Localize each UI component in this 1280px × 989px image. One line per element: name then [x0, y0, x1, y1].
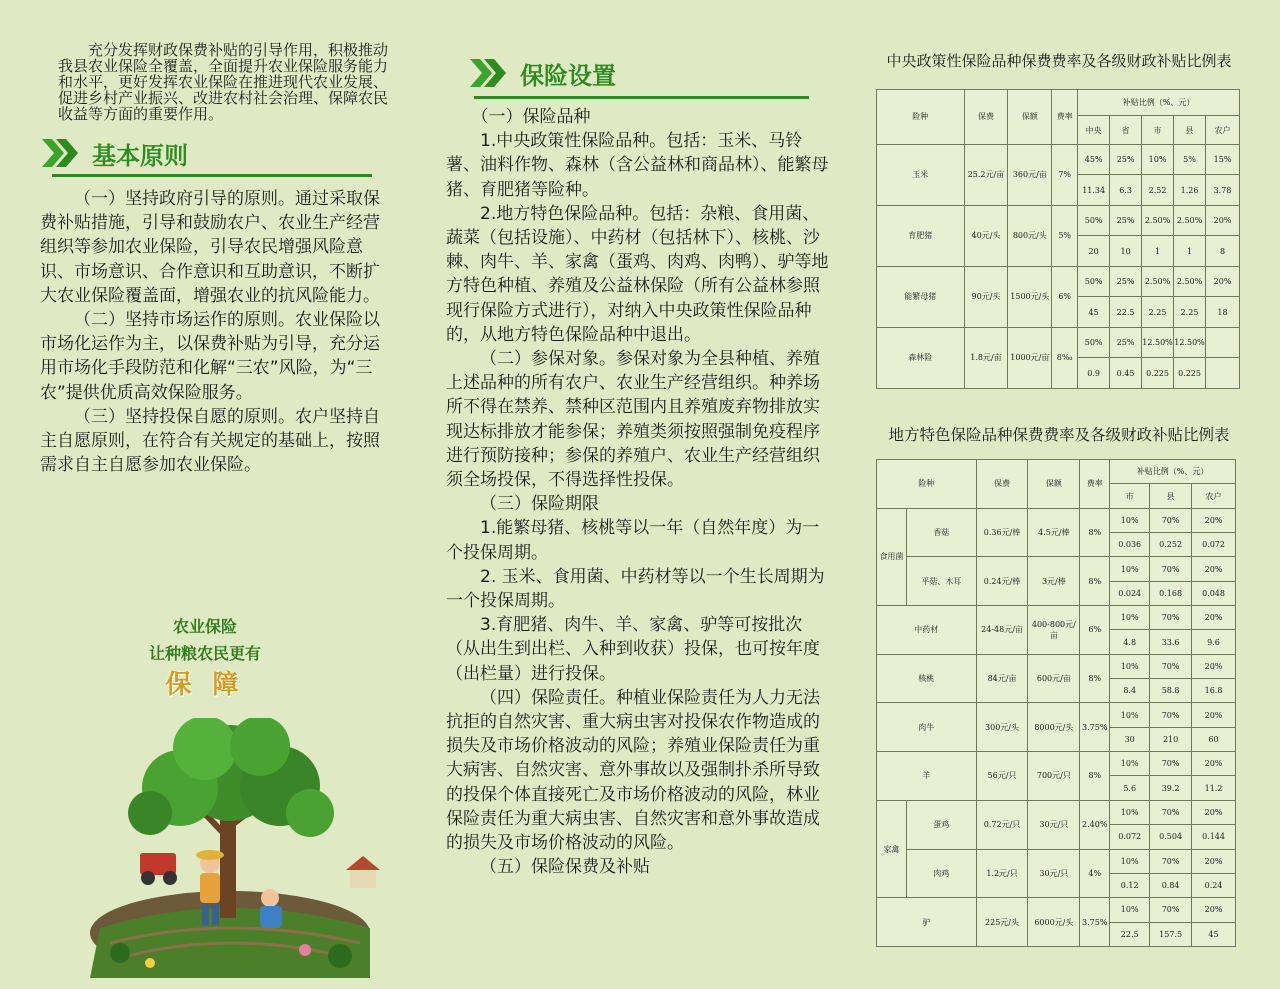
cell-premium: 25.2元/亩: [964, 144, 1008, 205]
cell-subsidy-yuan: 0.24: [1192, 873, 1236, 897]
local-table-title: 地方特色保险品种保费费率及各级财政补贴比例表: [888, 426, 1230, 444]
cell-subsidy-yuan: 11.34: [1078, 175, 1110, 206]
cell-rate: 6%: [1080, 606, 1110, 655]
cell-subsidy-pct: 20%: [1192, 800, 1236, 824]
cell-subsidy-yuan: 8: [1206, 236, 1240, 267]
table-row: [877, 205, 1240, 236]
cell-subsidy-pct: 10%: [1110, 703, 1150, 727]
principle-paragraph: （三）坚持投保自愿的原则。农户坚持自主自愿原则，在符合有关规定的基础上，按照需求自主自愿参加农业保险。: [40, 406, 380, 476]
cell-subsidy-yuan: 0.024: [1110, 581, 1150, 605]
cell-subsidy-pct: 70%: [1150, 849, 1192, 873]
section-insurance-setup: [468, 56, 838, 99]
cell-premium: 40元/头: [964, 205, 1008, 266]
cell-subsidy-pct: 70%: [1150, 898, 1192, 922]
header-level: 农户: [1192, 484, 1236, 508]
cell-subsidy-yuan: 4.8: [1110, 630, 1150, 654]
setup-paragraph: 1.能繁母猪、核桃等以一年（自然年度）为一个投保周期。: [446, 518, 820, 563]
header-level: 市: [1110, 484, 1150, 508]
left-column: [40, 0, 395, 700]
cell-subsidy-yuan: 1.26: [1174, 175, 1206, 206]
cell-subsidy-pct: 20%: [1192, 898, 1236, 922]
slogan: [110, 613, 300, 703]
cell-subsidy-yuan: [1206, 358, 1240, 389]
cell-subsidy-pct: 10%: [1110, 606, 1150, 630]
cell-kind: 平菇、木耳: [906, 557, 976, 606]
cell-subsidy-yuan: 3.78: [1206, 175, 1240, 206]
cell-kind: 核桃: [877, 654, 977, 703]
cell-kind: 森林险: [877, 327, 965, 388]
cell-subsidy-yuan: 30: [1110, 727, 1150, 751]
cell-subsidy-yuan: 60: [1192, 727, 1236, 751]
cell-subsidy-pct: 20%: [1192, 849, 1236, 873]
cell-subsidy-pct: 15%: [1206, 144, 1240, 175]
setup-paragraph: 1.中央政策性保险品种。包括：玉米、马铃薯、油料作物、森林（含公益林和商品林）、能繁母猪、育肥猪等险种。: [446, 131, 829, 200]
cell-amount: 8000元/头: [1028, 703, 1080, 752]
cell-subsidy-yuan: 0.225: [1174, 358, 1206, 389]
setup-paragraph: （三）保险期限: [480, 494, 599, 515]
header-premium: 保费: [976, 460, 1028, 509]
cell-subsidy-yuan: 45: [1078, 297, 1110, 328]
header-kind: 险种: [877, 90, 965, 145]
cell-premium: 1.8元/亩: [964, 327, 1008, 388]
cell-kind: 肉牛: [877, 703, 977, 752]
cell-premium: 84元/亩: [976, 654, 1028, 703]
cell-subsidy-yuan: 0.072: [1110, 825, 1150, 849]
cell-subsidy-yuan: 6.3: [1110, 175, 1142, 206]
header-level: 省: [1110, 116, 1142, 144]
cell-rate: 8%: [1080, 557, 1110, 606]
setup-paragraph: （四）保险责任。种植业保险责任为人力无法抗拒的自然灾害、重大病虫害对投保农作物造成的损失及市场价格波动的风险；养殖业保险责任为重大病害、自然灾害、意外事故以及强制扑杀所导致的投保个体直接死亡及市场价格波动的风险，林业保险责任为重大病虫害、自然灾害和意外事故造成的损失及市场价格波动的风险。: [446, 687, 820, 854]
cell-rate: 3.75%: [1080, 898, 1110, 947]
cell-subsidy-pct: 20%: [1192, 654, 1236, 678]
cell-subsidy-yuan: 45: [1192, 922, 1236, 946]
cell-amount: 700元/只: [1028, 752, 1080, 801]
table-row: [877, 849, 1236, 873]
cell-subsidy-pct: 10%: [1110, 898, 1150, 922]
cell-subsidy-yuan: 1: [1142, 236, 1174, 267]
cell-subsidy-yuan: 157.5: [1150, 922, 1192, 946]
central-rate-table: [876, 89, 1240, 389]
header-level: 农户: [1206, 116, 1240, 144]
cell-subsidy-pct: 50%: [1078, 205, 1110, 236]
cell-amount: 1000元/亩: [1008, 327, 1052, 388]
cell-rate: 8%: [1080, 654, 1110, 703]
cell-subsidy-yuan: 0.048: [1192, 581, 1236, 605]
cell-kind: 蛋鸡: [906, 800, 976, 849]
table-row: [877, 606, 1236, 630]
cell-kind: 能繁母猪: [877, 266, 965, 327]
setup-paragraph: 3.育肥猪、肉牛、羊、家禽、驴等可按批次（从出生到出栏、入种到收获）投保，也可按年度（出栏量）进行投保。: [446, 615, 820, 684]
section-rule: [474, 96, 809, 99]
cell-subsidy-yuan: 5.6: [1110, 776, 1150, 800]
cell-subsidy-yuan: 0.168: [1150, 581, 1192, 605]
cell-subsidy-yuan: 2.52: [1142, 175, 1174, 206]
header-rate: 费率: [1052, 90, 1078, 145]
cell-premium: 0.72元/只: [976, 800, 1028, 849]
cell-amount: 30元/只: [1028, 849, 1080, 898]
cell-subsidy-pct: 10%: [1110, 557, 1150, 581]
header-amount: 保额: [1008, 90, 1052, 145]
cell-subsidy-pct: 25%: [1110, 205, 1142, 236]
double-chevron-icon: [468, 57, 510, 89]
cell-amount: 600元/亩: [1028, 654, 1080, 703]
cell-subsidy-pct: 20%: [1192, 703, 1236, 727]
cell-subsidy-pct: 70%: [1150, 800, 1192, 824]
cell-subsidy-yuan: 2.25: [1174, 297, 1206, 328]
cell-subsidy-pct: 10%: [1110, 654, 1150, 678]
cell-subsidy-pct: 70%: [1150, 654, 1192, 678]
cell-subsidy-pct: 70%: [1150, 703, 1192, 727]
header-subsidy: 补贴比例（%、元）: [1110, 460, 1236, 484]
cell-subsidy-pct: 45%: [1078, 144, 1110, 175]
cell-kind: 玉米: [877, 144, 965, 205]
cell-subsidy-yuan: 1: [1174, 236, 1206, 267]
cell-rate: 8%: [1080, 752, 1110, 801]
header-level: 县: [1150, 484, 1192, 508]
cell-subsidy-pct: 25%: [1110, 144, 1142, 175]
cell-amount: 3元/棒: [1028, 557, 1080, 606]
table-row: [877, 144, 1240, 175]
cell-subsidy-yuan: 0.9: [1078, 358, 1110, 389]
cell-subsidy-pct: 10%: [1142, 144, 1174, 175]
local-rate-table: [876, 459, 1236, 947]
section-header: [468, 56, 838, 90]
table-row: [877, 800, 1236, 824]
header-amount: 保额: [1028, 460, 1080, 509]
cell-subsidy-pct: 20%: [1206, 205, 1240, 236]
cell-amount: 800元/头: [1008, 205, 1052, 266]
cell-kind: 肉鸡: [906, 849, 976, 898]
setup-paragraph: 2. 玉米、食用菌、中药材等以一个生长周期为一个投保周期。: [446, 566, 825, 612]
double-chevron-icon: [40, 137, 82, 169]
principles-body: [40, 187, 385, 477]
cell-subsidy-yuan: 2.25: [1142, 297, 1174, 328]
cell-subsidy-pct: 12.50%: [1142, 327, 1174, 358]
cell-rate: 4%: [1080, 849, 1110, 898]
cell-subsidy-yuan: 22.5: [1110, 297, 1142, 328]
cell-subsidy-pct: 50%: [1078, 327, 1110, 358]
cell-subsidy-pct: 5%: [1174, 144, 1206, 175]
tree-farmers-illustration: [80, 718, 380, 978]
cell-subsidy-yuan: 10: [1110, 236, 1142, 267]
cell-subsidy-pct: 25%: [1110, 266, 1142, 297]
cell-subsidy-yuan: 0.252: [1150, 533, 1192, 557]
cell-subsidy-yuan: 9.6: [1192, 630, 1236, 654]
table-row: [877, 703, 1236, 727]
cell-kind: 育肥猪: [877, 205, 965, 266]
cell-premium: 1.2元/只: [976, 849, 1028, 898]
cell-subsidy-pct: 25%: [1110, 327, 1142, 358]
cell-subsidy-pct: 20%: [1192, 606, 1236, 630]
cell-subsidy-pct: 20%: [1206, 266, 1240, 297]
header-level: 中央: [1078, 116, 1110, 144]
intro-paragraph: 充分发挥财政保费补贴的引导作用，积极推动我县农业保险全覆盖，全面提升农业保险服务能力和水平，更好发挥农业保险在推进现代农业发展、促进乡村产业振兴、改进农村社会治理、保障农民收益等方面的重要作用。: [58, 41, 389, 123]
cell-rate: 2.40%: [1080, 800, 1110, 849]
cell-subsidy-pct: 70%: [1150, 557, 1192, 581]
cell-subsidy-yuan: 0.072: [1192, 533, 1236, 557]
cell-subsidy-yuan: 39.2: [1150, 776, 1192, 800]
header-rate: 费率: [1080, 460, 1110, 509]
cell-subsidy-yuan: 0.45: [1110, 358, 1142, 389]
cell-subsidy-yuan: 0.12: [1110, 873, 1150, 897]
cell-amount: 360元/亩: [1008, 144, 1052, 205]
cell-subsidy-pct: 12.50%: [1174, 327, 1206, 358]
cell-subsidy-pct: 20%: [1192, 508, 1236, 532]
middle-column: [446, 0, 838, 880]
cell-subsidy-pct: 10%: [1110, 800, 1150, 824]
cell-amount: 1500元/头: [1008, 266, 1052, 327]
cell-subsidy-yuan: 0.84: [1150, 873, 1192, 897]
cell-rate: 6%: [1052, 266, 1078, 327]
table-row: [877, 654, 1236, 678]
cell-subsidy-yuan: 210: [1150, 727, 1192, 751]
right-column: [870, 0, 1250, 947]
cell-amount: 400-800元/亩: [1028, 606, 1080, 655]
cell-subsidy-yuan: 16.8: [1192, 679, 1236, 703]
central-table-title: 中央政策性保险品种保费费率及各级财政补贴比例表: [886, 52, 1232, 70]
section-basic-principles: [40, 136, 395, 177]
cell-rate: 5%: [1052, 205, 1078, 266]
principle-paragraph: （一）坚持政府引导的原则。通过采取保费补贴措施，引导和鼓励农户、农业生产经营组织等参加农业保险，引导农民增强风险意识、市场意识、合作意识和互助意识，不断扩大农业保险覆盖面，增强农业的抗风险能力。: [40, 189, 380, 306]
principle-paragraph: （二）坚持市场运作的原则。农业保险以市场化运作为主，以保费补贴为引导，充分运用市场化手段防范和化解“三农”风险，为“三农”提供优质高效保险服务。: [40, 310, 380, 403]
section-header: [40, 136, 395, 170]
header-kind: 险种: [877, 460, 977, 509]
cell-subsidy-pct: [1206, 327, 1240, 358]
cell-subsidy-yuan: 0.036: [1110, 533, 1150, 557]
cell-subsidy-pct: 2.50%: [1174, 266, 1206, 297]
table-row: [877, 898, 1236, 922]
cell-subsidy-yuan: 0.144: [1192, 825, 1236, 849]
table-row: [877, 266, 1240, 297]
cell-subsidy-yuan: 11.2: [1192, 776, 1236, 800]
cell-subsidy-yuan: 8.4: [1110, 679, 1150, 703]
cell-premium: 225元/头: [976, 898, 1028, 947]
cell-premium: 0.24元/棒: [976, 557, 1028, 606]
setup-paragraph: （一）保险品种: [471, 107, 591, 127]
cell-rate: 7%: [1052, 144, 1078, 205]
header-level: 县: [1174, 116, 1206, 144]
slogan-line: 农业保险: [172, 617, 237, 636]
cell-group: 食用菌: [877, 508, 907, 605]
table-row: [877, 752, 1236, 776]
header-subsidy: 补贴比例（%、元）: [1078, 90, 1240, 116]
insurance-setup-body: [446, 105, 836, 880]
cell-subsidy-pct: 10%: [1110, 752, 1150, 776]
cell-subsidy-pct: 50%: [1078, 266, 1110, 297]
setup-paragraph: （五）保险保费及补贴: [480, 857, 650, 878]
cell-subsidy-pct: 2.50%: [1142, 205, 1174, 236]
cell-subsidy-pct: 10%: [1110, 508, 1150, 532]
cell-group: 家禽: [877, 800, 907, 897]
slogan-line: 让种粮农民更有: [148, 644, 261, 663]
cell-subsidy-yuan: 0.225: [1142, 358, 1174, 389]
slogan-highlight: 保 障: [165, 670, 245, 700]
cell-rate: 8%: [1080, 508, 1110, 557]
cell-subsidy-pct: 20%: [1192, 752, 1236, 776]
cell-amount: 30元/只: [1028, 800, 1080, 849]
cell-subsidy-pct: 20%: [1192, 557, 1236, 581]
cell-premium: 90元/头: [964, 266, 1008, 327]
cell-subsidy-yuan: 20: [1078, 236, 1110, 267]
cell-subsidy-pct: 70%: [1150, 752, 1192, 776]
section-title: 基本原则: [92, 141, 188, 170]
cell-amount: 6000元/头: [1028, 898, 1080, 947]
cell-subsidy-pct: 10%: [1110, 849, 1150, 873]
cell-subsidy-yuan: 58.8: [1150, 679, 1192, 703]
header-premium: 保费: [964, 90, 1008, 145]
cell-subsidy-yuan: 33.6: [1150, 630, 1192, 654]
cell-subsidy-pct: 70%: [1150, 508, 1192, 532]
cell-rate: 8‰: [1052, 327, 1078, 388]
cell-kind: 羊: [877, 752, 977, 801]
cell-premium: 24-48元/亩: [976, 606, 1028, 655]
cell-subsidy-pct: 2.50%: [1142, 266, 1174, 297]
setup-paragraph: （二）参保对象。参保对象为全县种植、养殖上述品种的所有农户、农业生产经营组织。种养场所不得在禁养、禁种区范围内且养殖废弃物排放实现达标排放才能参保；养殖类须按照强制免疫程序进行预防接种；参保的养殖户、农业生产经营组织须全场投保，不得选择性投保。: [446, 349, 820, 491]
cell-amount: 4.5元/棒: [1028, 508, 1080, 557]
cell-subsidy-pct: 2.50%: [1174, 205, 1206, 236]
header-level: 市: [1142, 116, 1174, 144]
cell-kind: 香菇: [906, 508, 976, 557]
cell-premium: 0.36元/棒: [976, 508, 1028, 557]
cell-subsidy-pct: 70%: [1150, 606, 1192, 630]
table-row: [877, 557, 1236, 581]
table-row: [877, 508, 1236, 532]
cell-subsidy-yuan: 0.504: [1150, 825, 1192, 849]
section-title: 保险设置: [520, 61, 616, 90]
cell-rate: 3.75%: [1080, 703, 1110, 752]
section-rule: [52, 174, 372, 177]
cell-premium: 300元/头: [976, 703, 1028, 752]
cell-premium: 56元/只: [976, 752, 1028, 801]
setup-paragraph: 2.地方特色保险品种。包括：杂粮、食用菌、蔬菜（包括设施）、中药材（包括林下）、核桃、沙棘、肉牛、羊、家禽（蛋鸡、肉鸡、肉鸭）、驴等地方特色种植、养殖及公益林保险（所有公益林参照现行保险方式进行），对纳入中央政策性保险品种的，从地方特色保险品种中退出。: [446, 203, 829, 345]
cell-subsidy-yuan: 18: [1206, 297, 1240, 328]
table-row: [877, 327, 1240, 358]
cell-kind: 中药材: [877, 606, 977, 655]
cell-kind: 驴: [877, 898, 977, 947]
cell-subsidy-yuan: 22.5: [1110, 922, 1150, 946]
